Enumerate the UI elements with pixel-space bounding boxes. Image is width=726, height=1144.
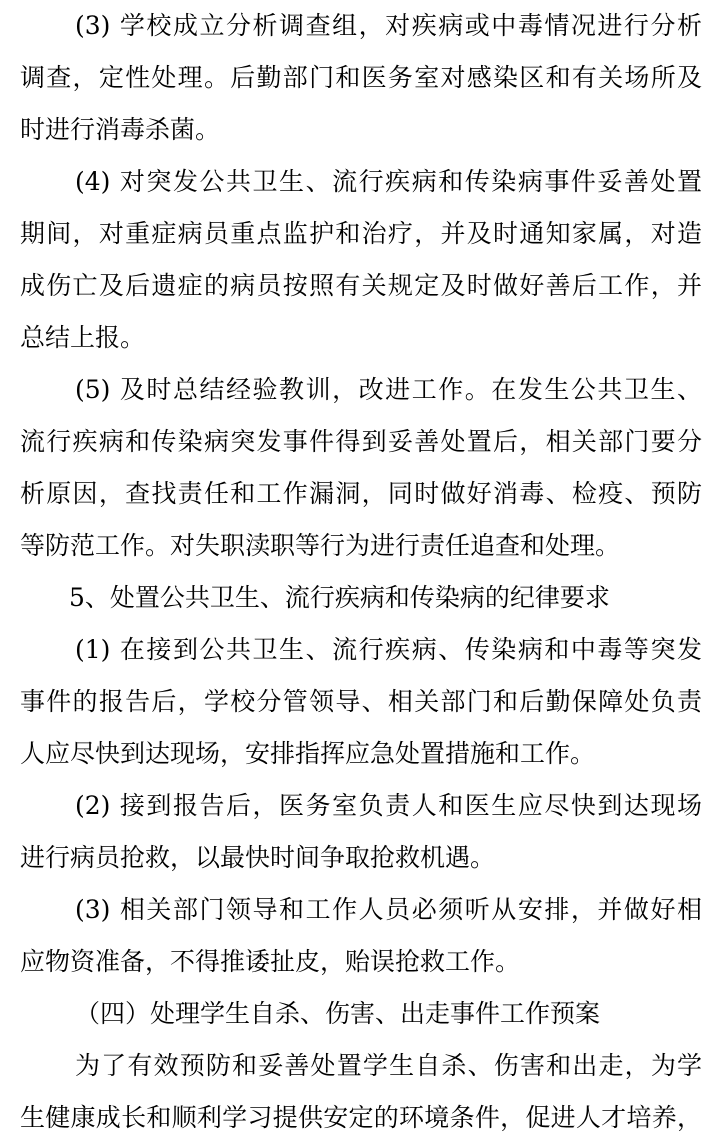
text-line-12-content: 5、处置公共卫生、流行疾病和传染病的纪律要求	[69, 583, 610, 612]
text-line-10-content: 析原因，查找责任和工作漏洞，同时做好消毒、检疫、预防	[20, 479, 702, 508]
text-line-3	[0, 104, 702, 156]
text-line-7	[0, 312, 702, 364]
text-line-4-content: (4) 对突发公共卫生、流行疾病和传染病事件妥善处置	[75, 167, 702, 196]
text-line-21-content: 为了有效预防和妥善处置学生自杀、伤害和出走，为学	[75, 1051, 702, 1080]
text-line-10	[0, 468, 702, 520]
text-line-8	[0, 364, 702, 416]
text-line-14-content: 事件的报告后，学校分管领导、相关部门和后勤保障处负责	[20, 687, 702, 716]
text-line-19-content: 应物资准备，不得推诿扯皮，贻误抢救工作。	[20, 947, 521, 976]
text-line-22-content: 生健康成长和顺利学习提供安定的环境条件，促进人才培养，	[20, 1103, 702, 1132]
text-line-14	[0, 676, 702, 728]
text-line-17	[0, 832, 702, 884]
text-line-18	[0, 884, 702, 936]
text-line-9	[0, 416, 702, 468]
text-line-13	[0, 624, 702, 676]
text-line-6-content: 成伤亡及后遗症的病员按照有关规定及时做好善后工作，并	[20, 271, 702, 300]
text-line-16-content: (2) 接到报告后，医务室负责人和医生应尽快到达现场	[75, 791, 702, 820]
text-line-16	[0, 780, 702, 832]
text-line-22	[0, 1092, 702, 1144]
text-line-3-content: 时进行消毒杀菌。	[20, 115, 221, 144]
text-line-2	[0, 52, 702, 104]
text-line-12	[0, 572, 702, 624]
text-line-4	[0, 156, 702, 208]
text-line-15-content: 人应尽快到达现场，安排指挥应急处置措施和工作。	[20, 739, 596, 768]
text-line-1-content: (3) 学校成立分析调查组，对疾病或中毒情况进行分析	[75, 11, 702, 40]
text-line-5	[0, 208, 702, 260]
text-line-1	[0, 0, 702, 52]
text-line-11-content: 等防范工作。对失职渎职等行为进行责任追查和处理。	[20, 531, 621, 560]
text-line-11	[0, 520, 702, 572]
text-line-21	[0, 1040, 702, 1092]
text-line-13-content: (1) 在接到公共卫生、流行疾病、传染病和中毒等突发	[75, 635, 702, 664]
section-heading-4	[0, 988, 702, 1040]
text-line-2-content: 调查，定性处理。后勤部门和医务室对感染区和有关场所及	[20, 63, 702, 92]
text-line-9-content: 流行疾病和传染病突发事件得到妥善处置后，相关部门要分	[20, 427, 702, 456]
text-line-6	[0, 260, 702, 312]
section-heading-4-content: （四）处理学生自杀、伤害、出走事件工作预案	[75, 999, 601, 1028]
text-line-17-content: 进行病员抢救，以最快时间争取抢救机遇。	[20, 843, 496, 872]
text-line-15	[0, 728, 702, 780]
text-line-18-content: (3) 相关部门领导和工作人员必须听从安排，并做好相	[75, 895, 702, 924]
text-line-8-content: (5) 及时总结经验教训，改进工作。在发生公共卫生、	[75, 375, 702, 404]
text-line-7-content: 总结上报。	[20, 323, 146, 352]
text-line-19	[0, 936, 702, 988]
text-line-5-content: 期间，对重症病员重点监护和治疗，并及时通知家属，对造	[20, 219, 702, 248]
